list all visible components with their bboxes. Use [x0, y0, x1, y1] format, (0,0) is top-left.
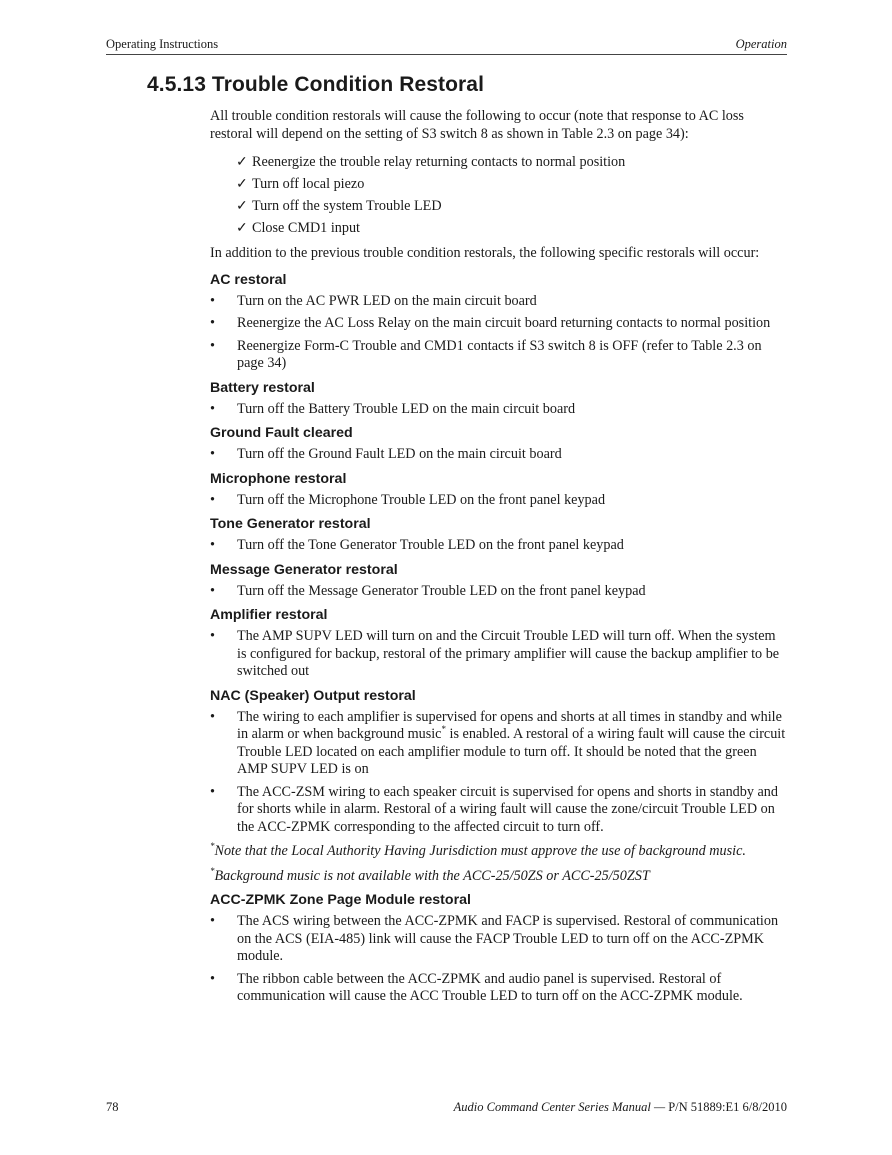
bullet-icon: • [210, 582, 215, 599]
bullet-icon: • [210, 315, 215, 331]
section-nac [210, 687, 788, 837]
list-item: • Reenergize Form-C Trouble and CMD1 contacts if S3 switch 8 is OFF (refer to Table 2.3 on page 34) [210, 337, 762, 371]
intro-paragraph: All trouble condition restorals will cause the following to occur (note that response to AC loss restoral will depend on the setting of S3 switch 8 as shown in Table 2.3 on page 34): [210, 108, 744, 142]
checkmark-icon: ✓ [236, 154, 248, 170]
subheading: Battery restoral [210, 379, 315, 396]
section-title: 4.5.13 Trouble Condition Restoral [147, 73, 485, 96]
section-microphone [210, 470, 788, 510]
section-tone-generator [210, 515, 788, 555]
section-amplifier [210, 606, 788, 681]
list-item: • The ribbon cable between the ACC-ZPMK and audio panel is supervised. Restoral of communication will cause the ACC Trouble LED to turn off on the ACC-ZPMK module. [210, 970, 743, 1004]
bullet-icon: • [210, 491, 215, 508]
subheading: Tone Generator restoral [210, 516, 371, 532]
bullet-icon: • [210, 913, 215, 929]
list-item: • The ACS wiring between the ACC-ZPMK and FACP is supervised. Restoral of communication on the ACS (EIA-485) link will cause the FACP Trouble LED to turn off on the ACC-ZPMK module. [210, 913, 779, 964]
list-item: • The ACC-ZSM wiring to each speaker circuit is supervised for opens and shorts in standby and for shorts while in alarm. Restoral of a wiring fault will cause the zone/circuit Trouble LED on the ACC-ZPMK corresponding to the affected circuit to turn off. [210, 783, 778, 835]
section-ac [210, 271, 788, 373]
bullet-icon: • [210, 537, 215, 553]
subheading: Message Generator restoral [210, 561, 398, 578]
check-item: ✓ Reenergize the trouble relay returning contacts to normal position [210, 151, 788, 173]
bullet-icon: • [210, 446, 215, 462]
additional-paragraph: In addition to the previous trouble condition restorals, the following specific restorals will occur: [210, 245, 760, 261]
section-battery [210, 379, 788, 419]
bullet-icon: • [210, 628, 215, 644]
list-item: • Turn off the Battery Trouble LED on the main circuit board [210, 400, 576, 417]
checkmark-icon: ✓ [236, 176, 248, 192]
page-number: 78 [106, 1100, 119, 1114]
check-item: ✓ Close CMD1 input [210, 217, 788, 239]
subheading: Amplifier restoral [210, 607, 328, 623]
footnote: *Background music is not available with the ACC-25/50ZS or ACC-25/50ZST [210, 865, 650, 884]
subheading: NAC (Speaker) Output restoral [210, 687, 416, 704]
checklist [210, 151, 788, 239]
bullet-icon: • [210, 708, 215, 725]
subheading: Ground Fault cleared [210, 425, 353, 441]
check-item: ✓ Turn off the system Trouble LED [210, 195, 788, 217]
bullet-icon: • [210, 783, 215, 800]
list-item: • Turn off the Microphone Trouble LED on the front panel keypad [210, 491, 606, 508]
bullet-icon: • [210, 400, 215, 417]
list-item: • The AMP SUPV LED will turn on and the Circuit Trouble LED will turn off. When the system is configured for backup, restoral of the primary amplifier will cause the backup amplifier to be switched out [210, 628, 780, 679]
bullet-icon: • [210, 337, 215, 354]
list-item: • Turn on the AC PWR LED on the main circuit board [210, 292, 537, 309]
subheading: Microphone restoral [210, 470, 347, 487]
bullet-icon: • [210, 970, 215, 987]
subheading: AC restoral [210, 271, 287, 288]
manual-reference: Audio Command Center Series Manual — P/N 51889:E1 6/8/2010 [453, 1100, 787, 1114]
checkmark-icon: ✓ [236, 220, 248, 236]
checkmark-icon: ✓ [236, 198, 248, 214]
list-item: • Turn off the Ground Fault LED on the main circuit board [210, 446, 562, 462]
page-header [106, 36, 787, 55]
list-item: • The wiring to each amplifier is supervised for opens and shorts at all times in standby and while in alarm or when background music* is enabled. A restoral of a wiring fault will cause the circuit Trouble LED located on each amplifier module to turn off. It should be noted that the green AMP SUPV LED is on [210, 708, 786, 777]
section-zpmk [210, 891, 788, 1006]
list-item: • Turn off the Message Generator Trouble LED on the front panel keypad [210, 582, 646, 599]
section-ground-fault [210, 424, 788, 464]
list-item: • Reenergize the AC Loss Relay on the main circuit board returning contacts to normal position [210, 315, 771, 331]
header-left: Operating Instructions [106, 37, 219, 51]
subheading: ACC-ZPMK Zone Page Module restoral [210, 892, 471, 908]
list-item: • Turn off the Tone Generator Trouble LED on the front panel keypad [210, 537, 624, 553]
bullet-icon: • [210, 292, 215, 309]
footnote: *Note that the Local Authority Having Jurisdiction must approve the use of background music. [210, 841, 746, 859]
section-message-generator [210, 561, 788, 601]
footnote-marker: * [441, 724, 446, 734]
body-text [210, 108, 788, 1011]
check-item: ✓ Turn off local piezo [210, 173, 788, 195]
header-right: Operation [735, 37, 787, 51]
